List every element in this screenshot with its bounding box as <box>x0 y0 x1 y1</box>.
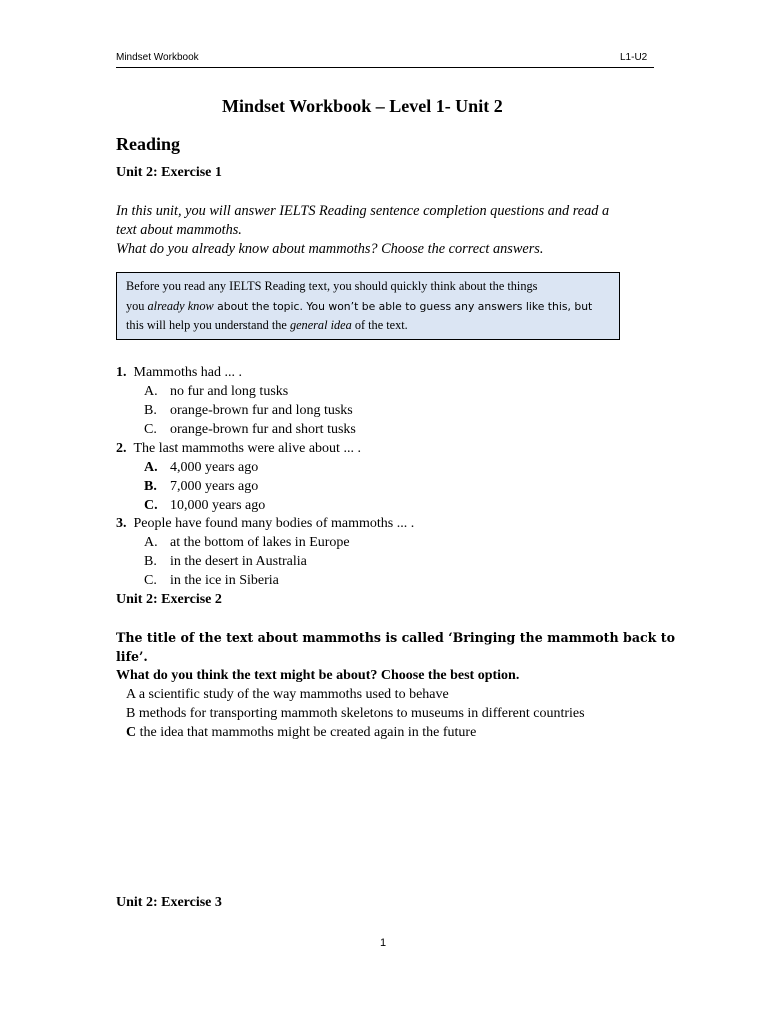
exercise2-heading: Unit 2: Exercise 2 <box>116 592 222 607</box>
option-text: methods for transporting mammoth skeletons to museums in different countries <box>135 706 585 721</box>
option-letter: A. <box>144 535 158 550</box>
tip-text: you <box>126 298 148 313</box>
q3-option-a-text[interactable]: at the bottom of lakes in Europe <box>170 535 350 550</box>
exercise1-intro-line2: text about mammoths. <box>116 222 242 238</box>
q1-option-c[interactable] <box>144 422 157 438</box>
tip-emphasis: already know <box>147 298 214 313</box>
question-number: 3. <box>116 516 127 531</box>
q2-option-a-text[interactable]: 4,000 years ago <box>170 460 259 475</box>
tip-line2 <box>126 297 610 317</box>
ex2-option-b[interactable] <box>126 706 585 722</box>
page-number: 1 <box>380 937 387 949</box>
q1-option-c-text[interactable]: orange-brown fur and short tusks <box>170 422 356 437</box>
question-text: The last mammoths were alive about ... . <box>133 441 361 456</box>
question-text: Mammoths had ... . <box>133 365 242 380</box>
tip-text: of the text. <box>351 318 408 332</box>
q3-option-c[interactable] <box>144 573 157 589</box>
option-letter: A. <box>144 384 158 399</box>
exercise3-heading: Unit 2: Exercise 3 <box>116 895 222 910</box>
q3-option-b[interactable] <box>144 554 157 570</box>
ex2-option-a[interactable] <box>126 687 449 703</box>
question-3 <box>116 516 414 532</box>
q1-option-a[interactable] <box>144 384 158 400</box>
tip-box <box>116 272 620 340</box>
question-text: People have found many bodies of mammoths ... . <box>133 516 415 531</box>
option-letter: A <box>126 687 136 702</box>
running-header-right: L1-U2 <box>620 52 648 63</box>
running-header-left: Mindset Workbook <box>116 52 199 63</box>
document-title: Mindset Workbook – Level 1- Unit 2 <box>222 96 503 116</box>
option-text: the idea that mammoths might be created again in the future <box>136 725 477 740</box>
tip-text: about the topic. You won’t be able to guess any answers like this, but <box>213 299 593 313</box>
tip-line1: Before you read any IELTS Reading text, you should quickly think about the things <box>126 279 538 293</box>
option-letter: B <box>126 706 136 721</box>
option-letter: C. <box>144 422 157 437</box>
q2-option-b-text[interactable]: 7,000 years ago <box>170 479 259 494</box>
tip-text: this will help you understand the <box>126 318 290 332</box>
header-rule <box>116 67 654 68</box>
option-letter: C <box>126 725 137 740</box>
q2-option-c[interactable] <box>144 498 158 514</box>
question-number: 1. <box>116 365 127 380</box>
tip-line3 <box>126 316 610 336</box>
q1-option-b[interactable] <box>144 403 157 419</box>
question-number: 2. <box>116 441 127 456</box>
option-letter: A. <box>144 460 158 475</box>
question-2 <box>116 441 361 457</box>
exercise2-question: What do you think the text might be about? Choose the best option. <box>116 668 520 683</box>
option-letter: B. <box>144 479 157 494</box>
exercise1-heading: Unit 2: Exercise 1 <box>116 165 222 180</box>
q3-option-a[interactable] <box>144 535 158 551</box>
exercise2-title-line1: The title of the text about mammoths is called ‘Bringing the mammoth back to <box>116 630 675 645</box>
q3-option-b-text[interactable]: in the desert in Australia <box>170 554 307 569</box>
option-letter: C. <box>144 573 157 588</box>
q1-option-a-text[interactable]: no fur and long tusks <box>170 384 289 399</box>
q2-option-a[interactable] <box>144 460 158 476</box>
option-letter: B. <box>144 403 157 418</box>
q2-option-c-text[interactable]: 10,000 years ago <box>170 498 266 513</box>
tip-emphasis: general idea <box>289 318 352 332</box>
exercise2-title-line2: life’. <box>116 649 148 664</box>
q2-option-b[interactable] <box>144 479 157 495</box>
ex2-option-c[interactable] <box>126 725 476 741</box>
option-letter: C. <box>144 498 158 513</box>
q3-option-c-text[interactable]: in the ice in Siberia <box>170 573 279 588</box>
option-letter: B. <box>144 554 157 569</box>
option-text: a scientific study of the way mammoths used to behave <box>135 687 449 702</box>
exercise1-intro-line3: What do you already know about mammoths? Choose the correct answers. <box>116 241 544 257</box>
exercise1-intro-line1: In this unit, you will answer IELTS Reading sentence completion questions and read a <box>116 203 610 219</box>
question-1 <box>116 365 242 381</box>
q1-option-b-text[interactable]: orange-brown fur and long tusks <box>170 403 353 418</box>
section-heading: Reading <box>116 134 181 154</box>
